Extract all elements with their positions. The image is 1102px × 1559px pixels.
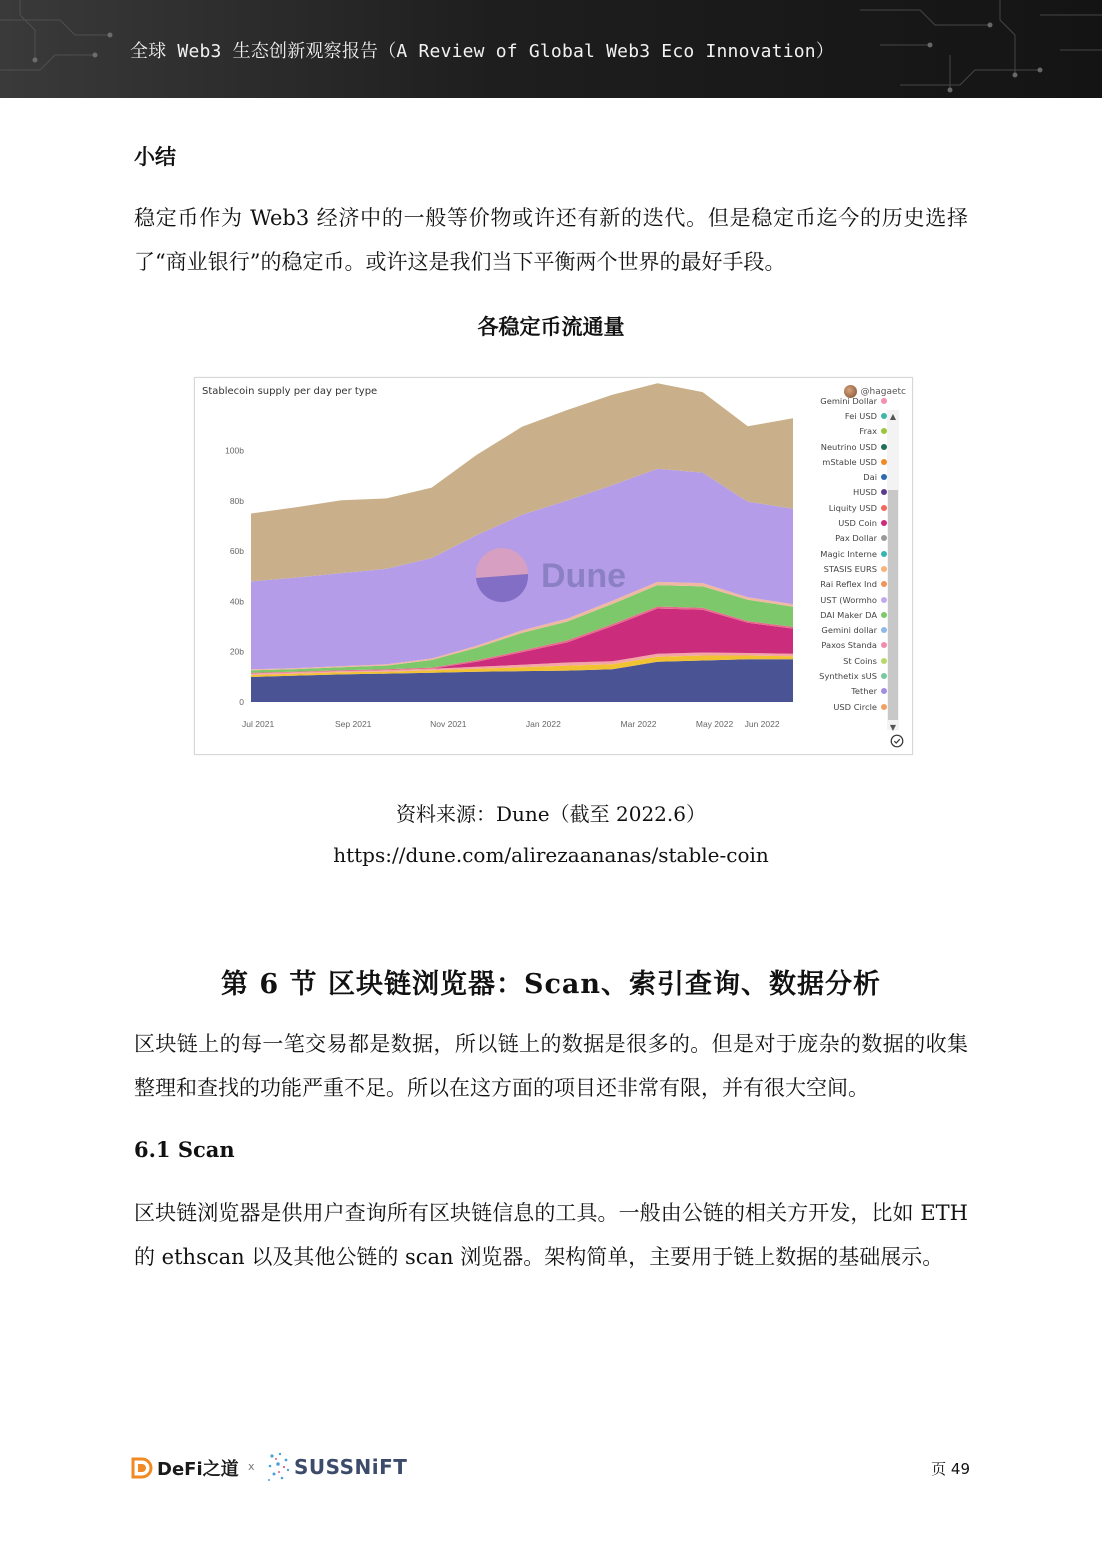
y-tick-label: 20b <box>229 646 244 657</box>
x-tick-label: Nov 2021 <box>430 719 467 729</box>
summary-paragraph: 稳定币作为 Web3 经济中的一般等价物或许还有新的迭代。但是稳定币迄今的历史选择了“商业银行”的稳定币。或许这是我们当下平衡两个世界的最好手段。 <box>134 206 968 274</box>
legend-label: Magic Interne <box>820 548 877 559</box>
legend-label: Synthetix sUS <box>819 670 877 681</box>
scroll-thumb[interactable] <box>888 490 898 720</box>
legend-scrollbar[interactable] <box>887 410 899 730</box>
x-tick-label: May 2022 <box>695 719 734 729</box>
section-title: 第 6 节 区块链浏览器：Scan、索引查询、数据分析 <box>220 969 882 1000</box>
legend-item[interactable] <box>793 607 887 622</box>
stablecoin-chart <box>194 377 913 755</box>
legend-label: Pax Dollar <box>835 533 877 544</box>
legend-item[interactable] <box>793 577 887 592</box>
y-tick-label: 60b <box>229 546 244 557</box>
sussnift-logo-icon <box>266 1450 292 1484</box>
legend-label: Dai <box>863 472 877 483</box>
figure-source: 资料来源：Dune（截至 2022.6） <box>396 802 706 826</box>
legend-item[interactable] <box>793 439 887 454</box>
defi-logo-text: DeFi之道 <box>157 1459 239 1480</box>
legend-item[interactable] <box>793 546 887 561</box>
legend-item[interactable] <box>793 638 887 653</box>
legend-item[interactable] <box>793 515 887 530</box>
x-tick-label: Jun 2022 <box>744 719 780 729</box>
svg-text:Dune: Dune <box>541 557 626 595</box>
legend-label: Gemini dollar <box>821 625 877 636</box>
y-tick-label: 80b <box>229 495 244 506</box>
legend-label: Fei USD <box>844 410 877 421</box>
scroll-up-icon[interactable]: ▲ <box>889 412 897 421</box>
subsection-heading: 6.1 Scan <box>134 1137 235 1162</box>
legend-item[interactable] <box>793 699 887 714</box>
defi-logo <box>130 1455 239 1481</box>
legend-item[interactable] <box>793 454 887 469</box>
legend-label: Frax <box>859 426 877 437</box>
defi-logo-icon <box>130 1456 154 1480</box>
legend-label: UST (Wormho <box>820 594 877 605</box>
legend-label: Gemini Dollar <box>820 395 877 406</box>
sussnift-logo-text: SUSSNiFT <box>294 1455 408 1479</box>
legend-item[interactable] <box>793 531 887 546</box>
legend-label: DAI Maker DA <box>820 609 877 620</box>
legend-label: Liquity USD <box>828 502 877 513</box>
legend-label: St Coins <box>843 655 877 666</box>
sussnift-logo <box>266 1450 407 1484</box>
legend-item[interactable] <box>793 485 887 500</box>
legend-swatch <box>881 398 887 404</box>
x-tick-label: Jan 2022 <box>525 719 561 729</box>
legend-label: Neutrino USD <box>820 441 877 452</box>
logo-separator: x <box>248 1460 255 1473</box>
legend-label: Paxos Standa <box>821 640 877 651</box>
legend-item[interactable] <box>793 408 887 423</box>
legend-item[interactable] <box>793 424 887 439</box>
legend-item[interactable] <box>793 561 887 576</box>
legend-item[interactable] <box>793 592 887 607</box>
legend-item[interactable] <box>793 653 887 668</box>
x-tick-label: Mar 2022 <box>620 719 657 729</box>
page-number: 页 49 <box>931 1460 970 1478</box>
legend-label: Rai Reflex Ind <box>820 579 877 590</box>
y-tick-label: 100b <box>225 445 244 456</box>
legend-label: STASIS EURS <box>823 563 877 574</box>
legend-label: Tether <box>851 686 877 697</box>
legend-item[interactable] <box>793 668 887 683</box>
dune-watermark <box>476 548 626 602</box>
figure-url[interactable]: https://dune.com/alirezaananas/stable-coin <box>333 843 769 867</box>
legend-label: HUSD <box>853 487 877 498</box>
legend-label: USD Coin <box>838 518 877 529</box>
figure-title: 各稳定币流通量 <box>477 315 625 339</box>
x-tick-label: Sep 2021 <box>335 719 372 729</box>
subsection-body: 区块链浏览器是供用户查询所有区块链信息的工具。一般由公链的相关方开发，比如 ETH 的 ethscan 以及其他公链的 scan 浏览器。架构简单，主要用于链上数据的基础展示。 <box>134 1201 968 1269</box>
scroll-down-icon[interactable]: ▼ <box>889 723 897 732</box>
check-circle-icon[interactable] <box>890 734 904 748</box>
legend-item[interactable] <box>793 622 887 637</box>
chart-title: Stablecoin supply per day per type <box>202 386 378 397</box>
legend-item[interactable] <box>793 684 887 699</box>
header-title: 全球 Web3 生态创新观察报告（A Review of Global Web3 Eco Innovation） <box>130 41 835 62</box>
legend-item[interactable] <box>793 469 887 484</box>
section-intro: 区块链上的每一笔交易都是数据，所以链上的数据是很多的。但是对于庞杂的数据的收集整理和查找的功能严重不足。所以在这方面的项目还非常有限，并有很大空间。 <box>134 1032 968 1100</box>
legend-item[interactable] <box>793 393 887 408</box>
footer <box>130 1450 970 1486</box>
y-tick-label: 40b <box>229 596 244 607</box>
legend-item[interactable] <box>793 500 887 515</box>
summary-heading: 小结 <box>134 145 176 169</box>
legend-label: mStable USD <box>822 456 877 467</box>
header-banner <box>0 0 1102 98</box>
chart-legend <box>793 395 887 734</box>
y-tick-label: 0 <box>239 697 244 707</box>
legend-label: USD Circle <box>833 701 877 712</box>
x-tick-label: Jul 2021 <box>242 719 275 729</box>
attribution-text: @hagaetc <box>860 386 906 397</box>
